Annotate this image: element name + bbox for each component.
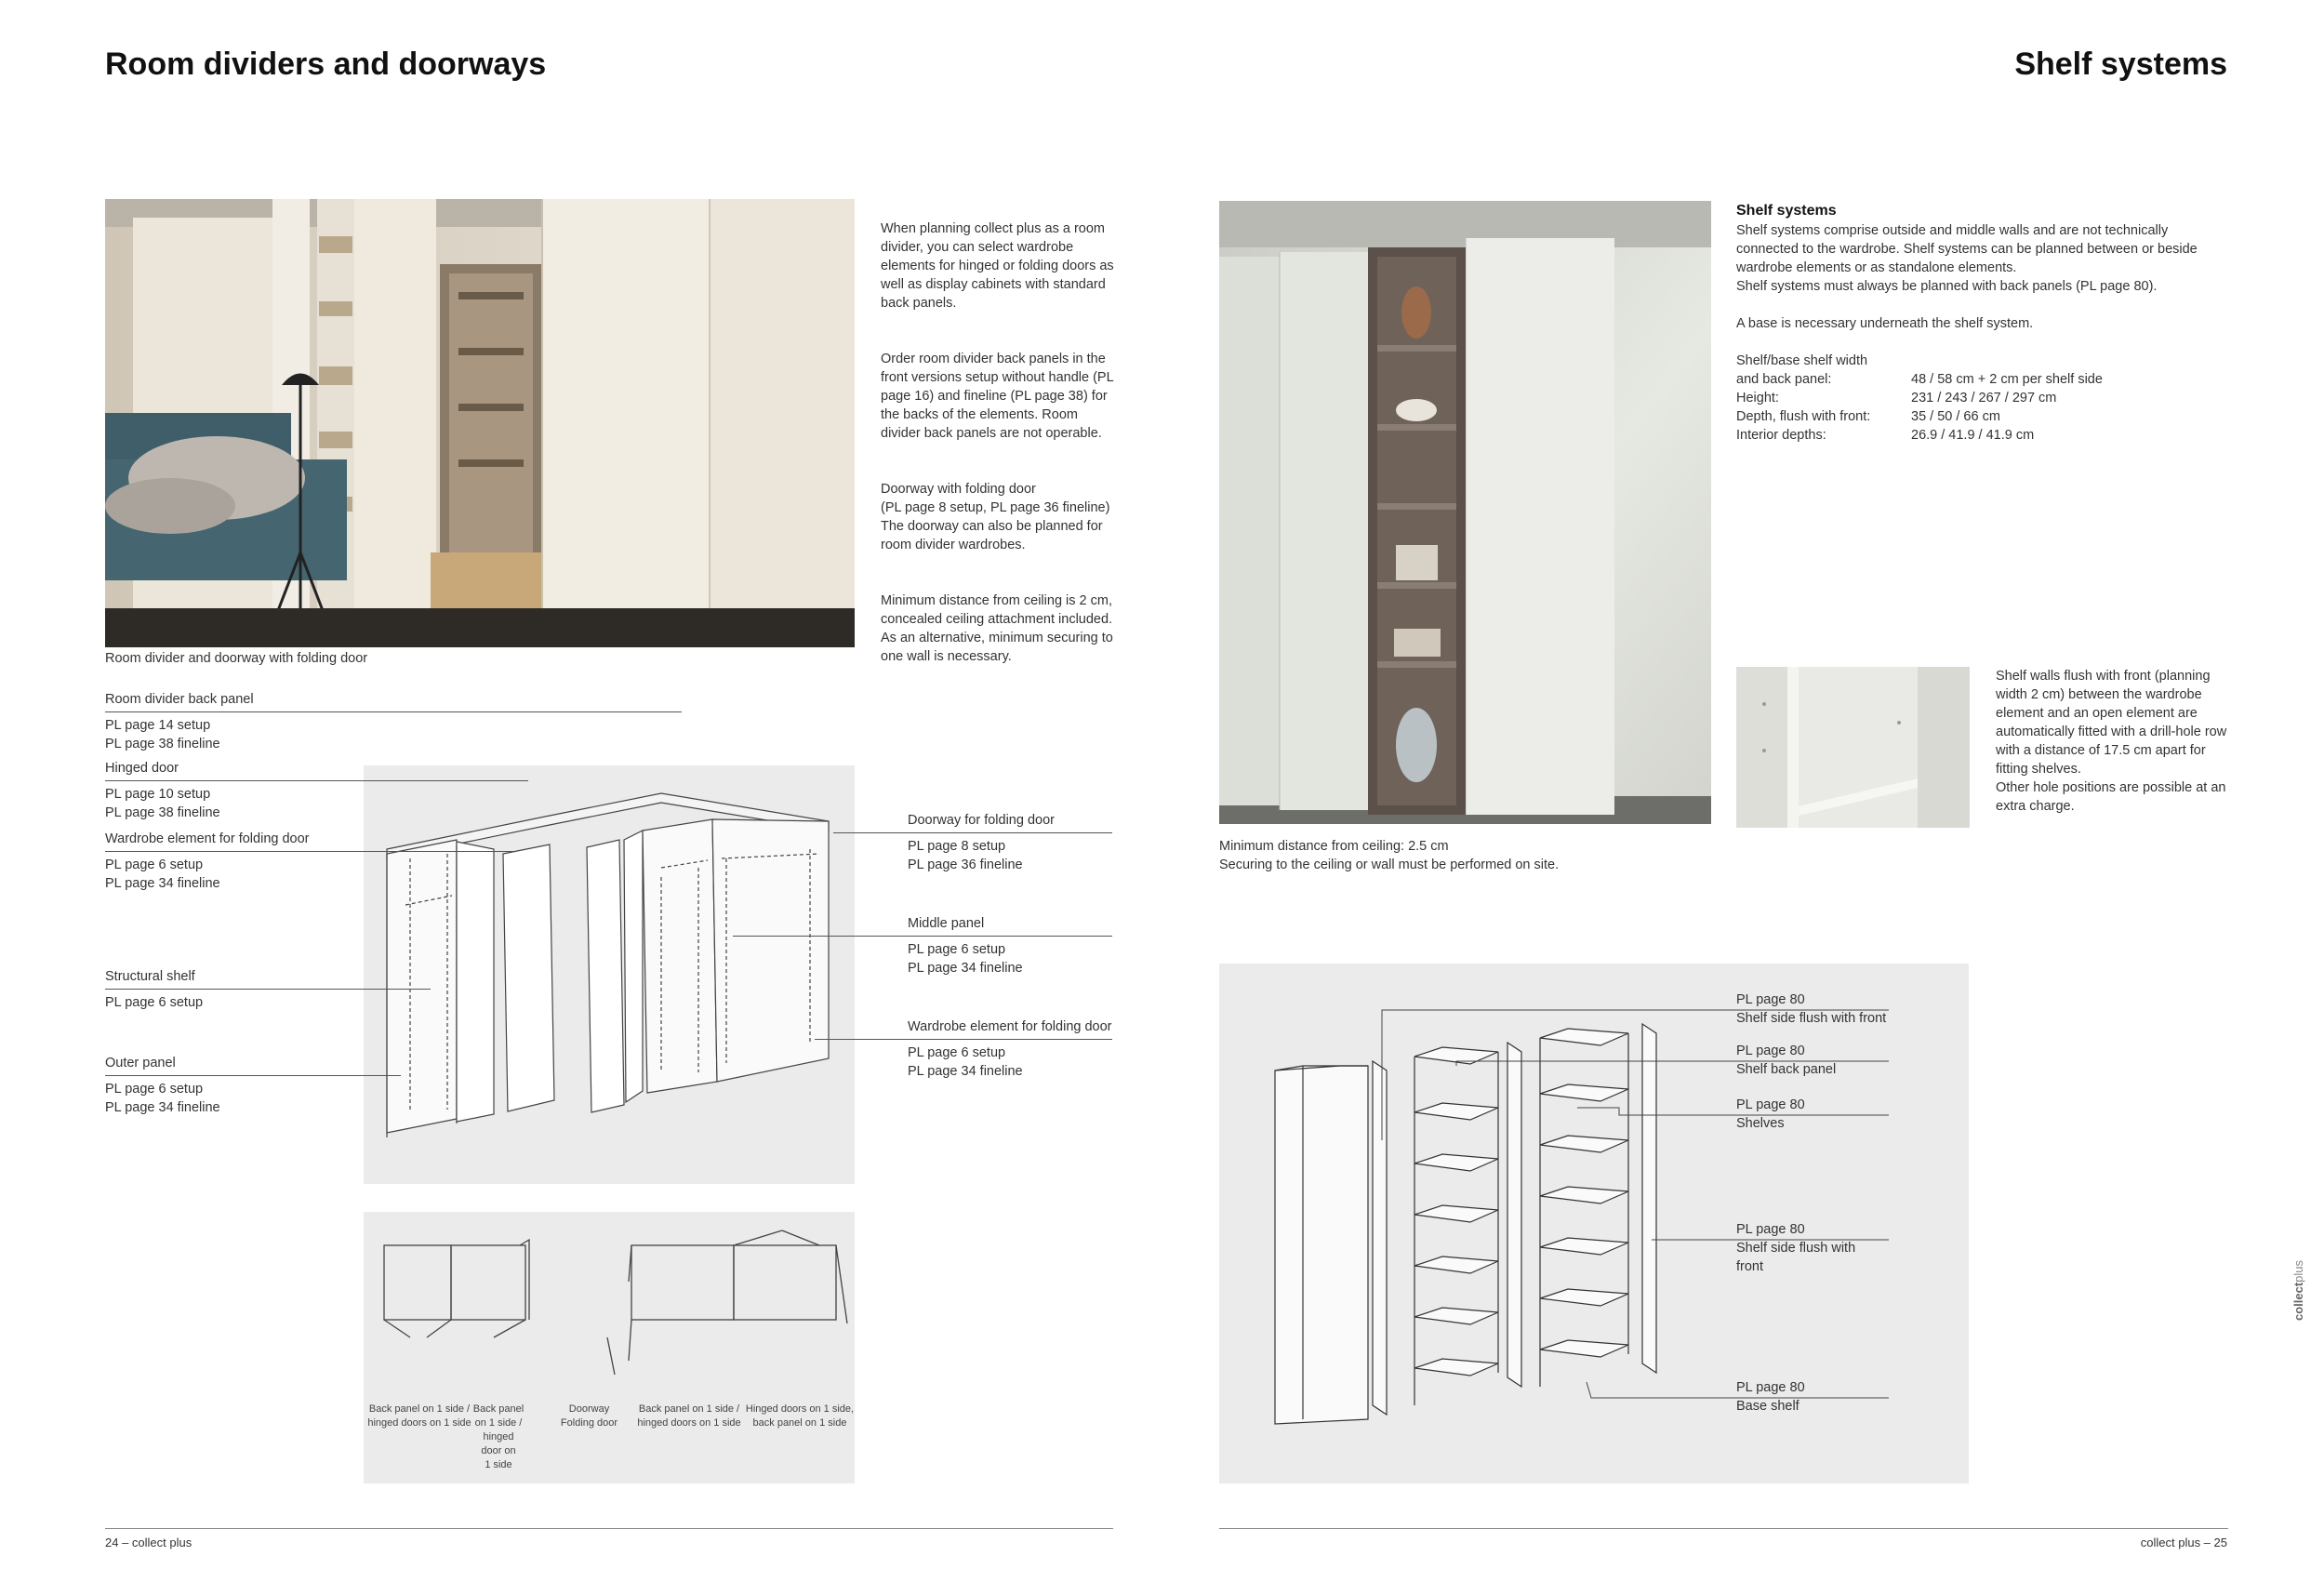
section-paragraph: A base is necessary underneath the shelf system. <box>1736 316 2034 331</box>
spec-intro: Shelf/base shelf width <box>1736 353 1868 368</box>
plan-label: Doorway Folding door <box>560 1403 618 1429</box>
callout-wardrobe-element <box>105 830 431 893</box>
callout-refs: PL page 6 setup PL page 34 fineline <box>105 851 514 893</box>
callout-refs: PL page 14 setup PL page 38 fineline <box>105 711 682 753</box>
brand-part: plus <box>2291 1259 2305 1283</box>
callout-title: Structural shelf <box>105 969 195 984</box>
callout-refs: PL page 6 setup PL page 34 fineline <box>815 1039 1112 1081</box>
spec-row <box>1736 407 2231 426</box>
callout-title: Outer panel <box>105 1056 176 1070</box>
callout-refs: PL page 8 setup PL page 36 fineline <box>833 832 1112 874</box>
spec-key: and back panel: <box>1736 372 1832 387</box>
spec-value: 231 / 243 / 267 / 297 cm <box>1911 391 2057 406</box>
spec-row <box>1736 370 2231 389</box>
brand-part: collect <box>2291 1282 2305 1321</box>
callout-wardrobe-folding <box>908 1017 1112 1081</box>
callout-refs: PL page 10 setup PL page 38 fineline <box>105 780 528 822</box>
callout-middle-panel <box>908 914 1112 977</box>
callout-refs: PL page 6 setup PL page 34 fineline <box>105 1075 401 1117</box>
spec-key: Height: <box>1736 391 1779 406</box>
callout-doorway <box>908 811 1112 874</box>
photo-caption: Room divider and doorway with folding door <box>105 651 368 666</box>
callout-title: Base shelf <box>1736 1399 1799 1414</box>
spec-value: 26.9 / 41.9 / 41.9 cm <box>1911 428 2035 443</box>
spec-value: 48 / 58 cm + 2 cm per shelf side <box>1911 372 2103 387</box>
callout-back-panel <box>105 690 431 753</box>
callout-ref: PL page 80 <box>1736 992 1805 1007</box>
callout-outer-panel <box>105 1054 403 1117</box>
callout-title: Hinged door <box>105 761 179 776</box>
callout-title: Shelf side flush with front <box>1736 1241 1856 1274</box>
left-footer: 24 – collect plus <box>105 1536 193 1549</box>
shelf-info <box>1736 201 2231 445</box>
section-heading: Shelf systems <box>1736 203 1837 219</box>
intro-paragraph: When planning collect plus as a room divider, you can select wardrobe elements for hinged or folding doors as well as display cabinets with standard back panels. <box>881 221 1114 311</box>
callout-hinged-door <box>105 759 431 822</box>
right-page-title: Shelf systems <box>2014 47 2227 82</box>
spec-key: Depth, flush with front: <box>1736 409 1871 424</box>
spec-key: Interior depths: <box>1736 428 1826 443</box>
callout-title: Shelf side flush with front <box>1736 1011 1887 1026</box>
callout-ref: PL page 80 <box>1736 1044 1805 1058</box>
plan-view-diagram <box>364 1212 855 1483</box>
room-divider-photo <box>105 199 855 647</box>
shelf-system-photo <box>1219 201 1711 824</box>
plan-label: Back panel on 1 side / hinged doors on 1 side <box>367 1403 471 1429</box>
right-footer: collect plus – 25 <box>2140 1536 2227 1549</box>
footer-rule <box>1219 1528 2228 1529</box>
intro-paragraph: Order room divider back panels in the front versions setup without handle (PL page 16) and fineline (PL page 38) for the backs of the elements. Room divider back panels are not operable. <box>881 352 1114 441</box>
plan-label: Hinged doors on 1 side, back panel on 1 side <box>745 1403 855 1429</box>
detail-text: Shelf walls flush with front (planning width 2 cm) between the wardrobe element and an open element are automatically fitted with a drill-hole row with a distance of 17.5 cm apart for fitting shelves. Other hole positions are possible at an extra charge. <box>1996 669 2227 814</box>
vertical-brand <box>2291 1260 2305 1321</box>
shelf-callout <box>1736 1220 1869 1276</box>
callout-title: Doorway for folding door <box>908 813 1055 828</box>
shelf-photo-caption: Minimum distance from ceiling: 2.5 cm Securing to the ceiling or wall must be performed on site. <box>1219 839 1560 872</box>
callout-ref: PL page 80 <box>1736 1097 1805 1112</box>
callout-title: Room divider back panel <box>105 692 254 707</box>
shelf-callout <box>1736 1378 1869 1416</box>
shelf-callout <box>1736 991 1887 1028</box>
intro-paragraph: Minimum distance from ceiling is 2 cm, concealed ceiling attachment included. As an alternative, minimum securing to one wall is necessary. <box>881 593 1113 664</box>
plan-label: Back panel on 1 side / hinged doors on 1 side <box>637 1403 741 1429</box>
callout-title: Wardrobe element for folding door <box>908 1019 1112 1034</box>
shelf-callout <box>1736 1096 1869 1133</box>
callout-refs: PL page 6 setup <box>105 989 431 1012</box>
spec-row <box>1736 389 2231 407</box>
spec-value: 35 / 50 / 66 cm <box>1911 409 2000 424</box>
section-paragraph: Shelf systems comprise outside and middle walls and are not technically connected to the wardrobe. Shelf systems can be planned between or beside wardrobe elements or as standalone elements. Shelf systems must always be planned with back panels (PL page 80). <box>1736 223 2198 294</box>
callout-title: Shelf back panel <box>1736 1062 1837 1077</box>
left-page-title: Room dividers and doorways <box>105 47 547 82</box>
callout-structural-shelf <box>105 967 431 1012</box>
shelf-callout <box>1736 1042 1869 1079</box>
callout-ref: PL page 80 <box>1736 1380 1805 1395</box>
callout-title: Middle panel <box>908 916 985 931</box>
callout-title: Shelves <box>1736 1116 1785 1131</box>
footer-rule <box>105 1528 1113 1529</box>
callout-refs: PL page 6 setup PL page 34 fineline <box>733 936 1112 977</box>
shelf-wall-detail-photo <box>1736 667 1970 828</box>
callout-ref: PL page 80 <box>1736 1222 1805 1237</box>
callout-title: Wardrobe element for folding door <box>105 831 310 846</box>
plan-label: Back panel on 1 side / hinged door on 1 side <box>472 1403 525 1470</box>
intro-paragraph: Doorway with folding door (PL page 8 setup, PL page 36 fineline) The doorway can also be planned for room divider wardrobes. <box>881 482 1110 552</box>
intro-text <box>881 201 1119 703</box>
spec-row <box>1736 426 2231 445</box>
